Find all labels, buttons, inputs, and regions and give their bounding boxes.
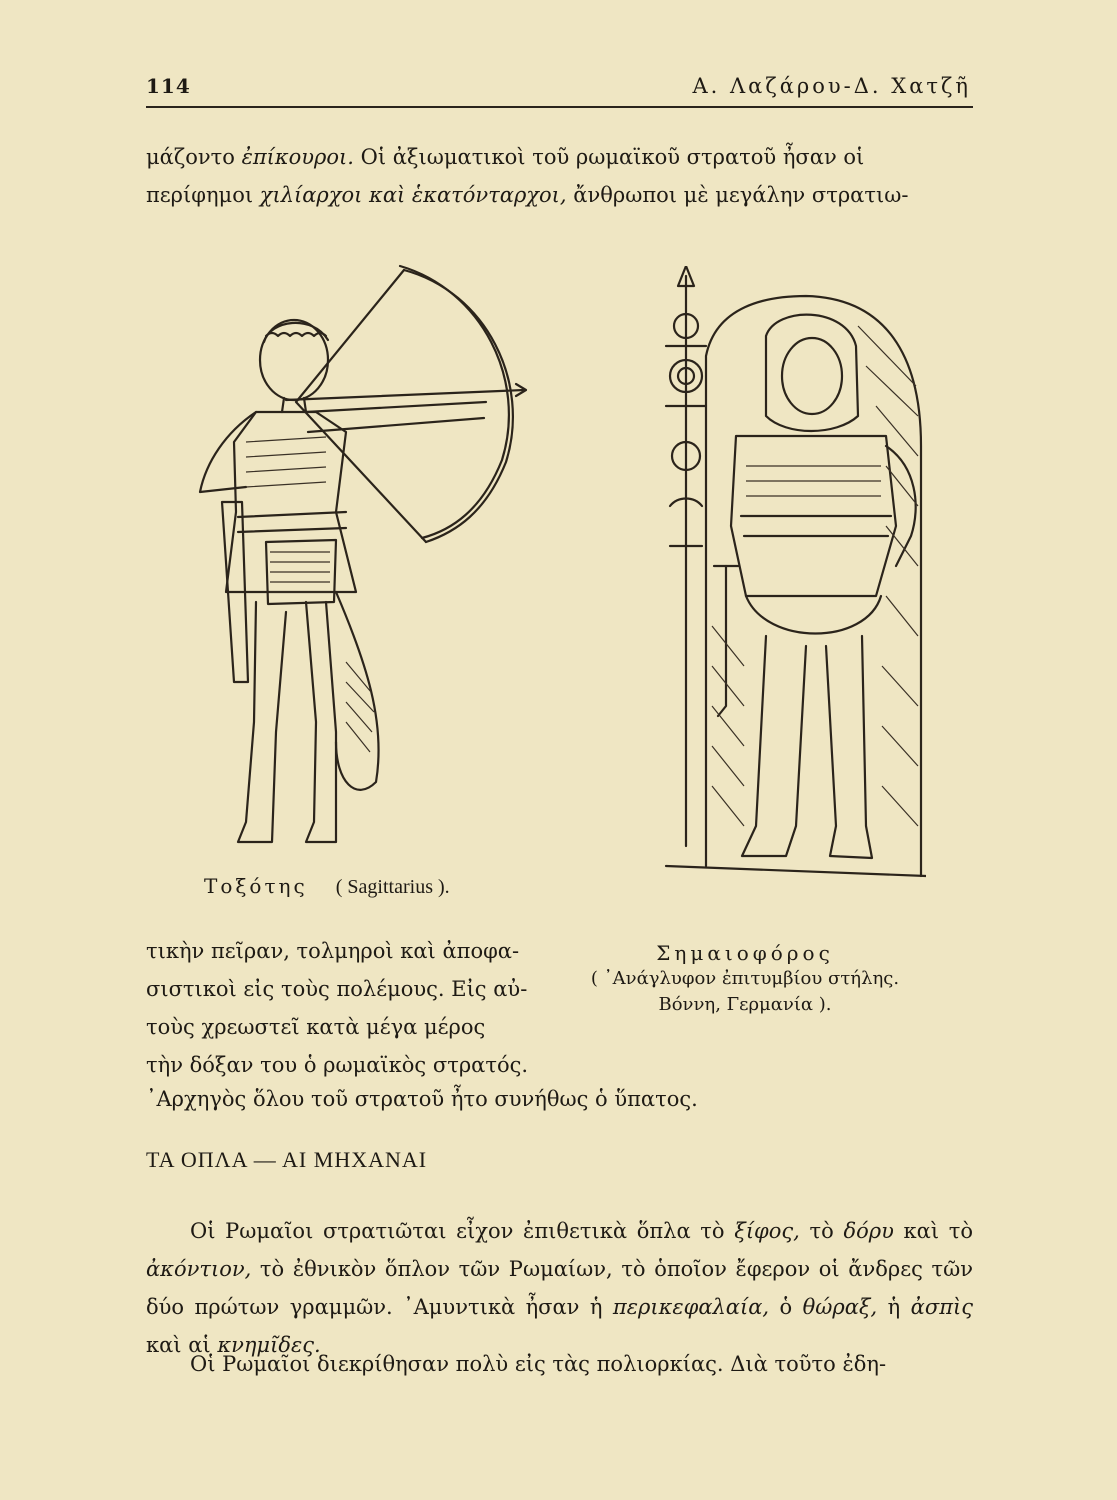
standard-bearer-illustration (626, 266, 926, 892)
continuation-line: τὴν δόξαν του ὁ ρωμαϊκὸς στρατός. (146, 1053, 529, 1077)
siege-paragraph: Οἱ Ρωμαῖοι διεκρίθησαν πολὺ εἰς τὰς πολιορκίας. Διὰ τοῦτο ἐδη- (190, 1352, 887, 1376)
intro-line-2: περίφημοι χιλίαρχοι καὶ ἑκατόνταρχοι, ἄνθρωποι μὲ μεγάλην στρατιω- (146, 183, 909, 207)
page-number: 114 (146, 74, 191, 98)
archer-illustration (186, 262, 536, 854)
continuation-column (146, 932, 566, 1084)
running-header-author: Α. Λαζάρου-Δ. Χατζῆ (692, 74, 971, 98)
weapons-paragraph: Οἱ Ρωμαῖοι στρατιῶται εἶχον ἐπιθετικὰ ὅπλα τὸ ξίφος, τὸ δόρυ καὶ τὸ ἀκόντιον, τὸ ἐθνικὸν ὅπλον τῶν Ρωμαίων, τὸ ὁποῖον ἔφερον οἱ ἄνδρες τῶν δύο πρώτων γραμμῶν. ᾿Αμυντικὰ ἦσαν ἡ περικεφαλαία, ὁ θώραξ, ἡ ἀσπὶς καὶ αἱ κνημῖδες. (146, 1219, 973, 1357)
consul-sentence: ᾿Αρχηγὸς ὅλου τοῦ στρατοῦ ἦτο συνήθως ὁ ὕπατος. (146, 1087, 698, 1111)
intro-line-1: μάζοντο ἐπίκουροι. Οἱ ἀξιωματικοὶ τοῦ ρωμαϊκοῦ στρατοῦ ἦσαν οἱ (146, 145, 865, 169)
continuation-line: σιστικοὶ εἰς τοὺς πολέμους. Εἰς αὐ- (146, 977, 528, 1001)
standard-bearer-caption: Σημαιοφόρος ( ᾿Ανάγλυφον ἐπιτυμβίου στήλης. Βόννη, Γερμανία ). (590, 941, 900, 1015)
archer-caption: Τοξότης ( Sagittarius ). (204, 874, 450, 898)
section-heading: ΤΑ ΟΠΛΑ — ΑΙ ΜΗΧΑΝΑΙ (146, 1147, 428, 1172)
continuation-line: τικὴν πεῖραν, τολμηροὶ καὶ ἀποφα- (146, 939, 520, 963)
header-rule (146, 106, 973, 108)
continuation-line: τοὺς χρεωστεῖ κατὰ μέγα μέρος (146, 1015, 486, 1039)
intro-paragraph (146, 138, 973, 214)
